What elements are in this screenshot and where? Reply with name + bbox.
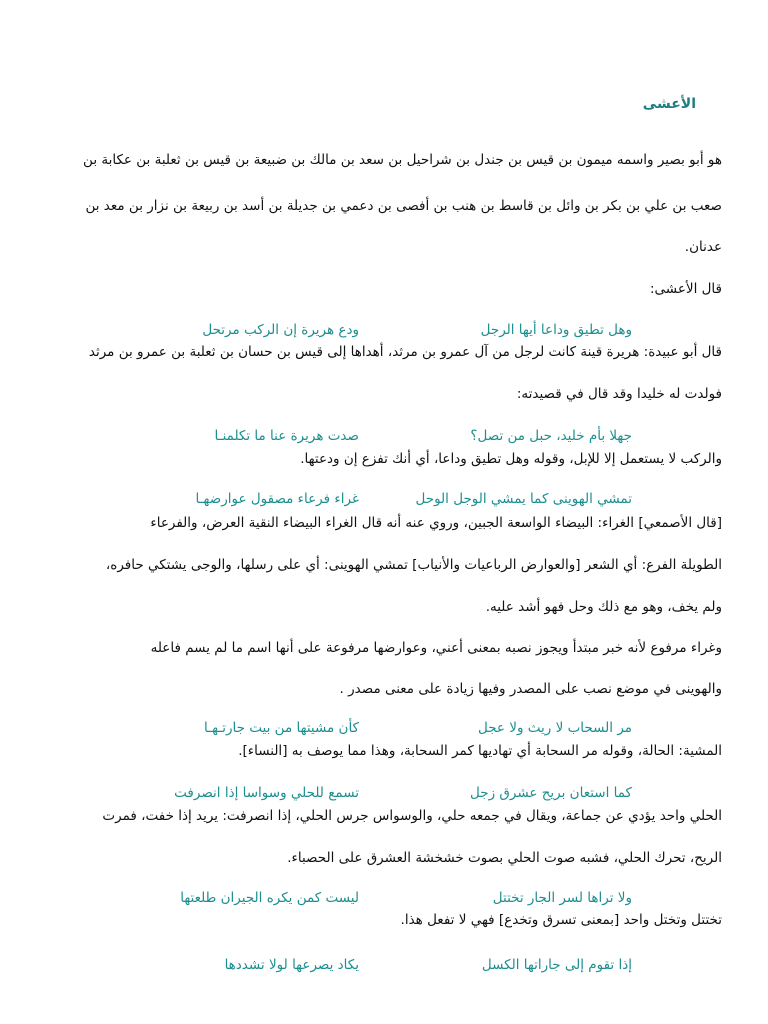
commentary-3-line-3: ولم يخف، وهو مع ذلك وحل فهو أشد عليه.: [485, 599, 722, 615]
commentary-1-line-1: قال أبو عبيدة: هريرة قينة كانت لرجل من آل عمرو بن مرثد، أهداها إلى قيس بن حسان بن ثعلبة بن عمرو بن مرثد: [88, 344, 722, 360]
verse-1-hemistich-2: وهل تطيق وداعا أيها الرجل: [480, 322, 632, 338]
verse-6-hemistich-2: ولا تراها لسر الجار تختتل: [492, 890, 632, 906]
commentary-6-line-1: تختتل وتختل واحد [بمعنى تسرق وتخدع] فهي لا تفعل هذا.: [400, 912, 722, 928]
commentary-3-line-4: وغراء مرفوع لأنه خبر مبتدأ ويجوز نصبه بمعنى أعني، وعوارضها مرفوعة على أنها اسم ما لم يسم فاعله: [150, 640, 722, 656]
verse-4-hemistich-2: مر السحاب لا ريث ولا عجل: [477, 720, 632, 736]
commentary-2-line-1: والركب لا يستعمل إلا للإبل، وقوله وهل تطيق وداعا، أي أنك تفزع إن ودعتها.: [300, 451, 722, 467]
commentary-3-line-2: الطويلة الفرع: أي الشعر [والعوارض الرباعيات والأنياب] تمشي الهوينى: أي على رسلها، والوجى يشتكي حافره،: [105, 557, 722, 573]
commentary-3-line-1: [قال الأصمعي] الغراء: البيضاء الواسعة الجبين، وروي عنه أنه قال الغراء البيضاء النقية العرض، والفرعاء: [150, 515, 722, 531]
verse-5-hemistich-2: كما استعان بريح عشرق زجل: [470, 785, 632, 801]
verse-7-hemistich-2: إذا تقوم إلى جاراتها الكسل: [481, 957, 632, 973]
bio-line-1: هو أبو بصير واسمه ميمون بن قيس بن جندل بن شراحيل بن سعد بن مالك بن ضبيعة بن قيس بن ثعلبة بن عكابة بن: [83, 152, 722, 168]
bio-line-3: عدنان.: [684, 239, 722, 255]
verse-2-hemistich-1: صدت هريرة عنا ما تكلمنـا: [214, 428, 359, 444]
verse-2-hemistich-2: جهلا بأم خليد، حبل من تصل؟: [470, 428, 632, 444]
qala-line: قال الأعشى:: [649, 281, 722, 297]
commentary-5-line-2: الريح، تحرك الحلي، فشبه صوت الحلي بصوت خشخشة العشرق على الحصباء.: [287, 850, 722, 866]
page-title: الأعشى: [642, 96, 696, 112]
commentary-4-line-1: المشية: الحالة، وقوله مر السحابة أي تهاديها كمر السحابة، وهذا مما يوصف به [النساء].: [238, 743, 722, 759]
commentary-5-line-1: الحلي واحد يؤدي عن جماعة، ويقال في جمعه حلي، والوسواس جرس الحلي، إذا انصرفت: يريد إذا خفت، فمرت: [102, 808, 722, 824]
verse-6-hemistich-1: ليست كمن يكره الجيران طلعتها: [180, 890, 359, 906]
verse-5-hemistich-1: تسمع للحلي وسواسا إذا انصرفت: [174, 785, 359, 801]
verse-1-hemistich-1: ودع هريرة إن الركب مرتحل: [202, 322, 359, 338]
verse-3-hemistich-2: تمشي الهوينى كما يمشي الوجل الوحل: [415, 491, 632, 507]
bio-line-2: صعب بن علي بن بكر بن وائل بن قاسط بن هنب بن أفصى بن دعمي بن جديلة بن أسد بن ربيعة بن نزار بن معد بن: [85, 198, 722, 214]
verse-3-hemistich-1: غراء فرعاء مصقول عوارضهـا: [195, 491, 359, 507]
verse-4-hemistich-1: كأن مشيتها من بيت جارتـهـا: [204, 720, 359, 736]
commentary-3-line-5: والهوينى في موضع نصب على المصدر وفيها زيادة على معنى مصدر .: [339, 681, 722, 697]
verse-7-hemistich-1: يكاد يصرعها لولا تشددها: [224, 957, 359, 973]
commentary-1-line-2: فولدت له خليدا وقد قال في قصيدته:: [516, 386, 722, 402]
